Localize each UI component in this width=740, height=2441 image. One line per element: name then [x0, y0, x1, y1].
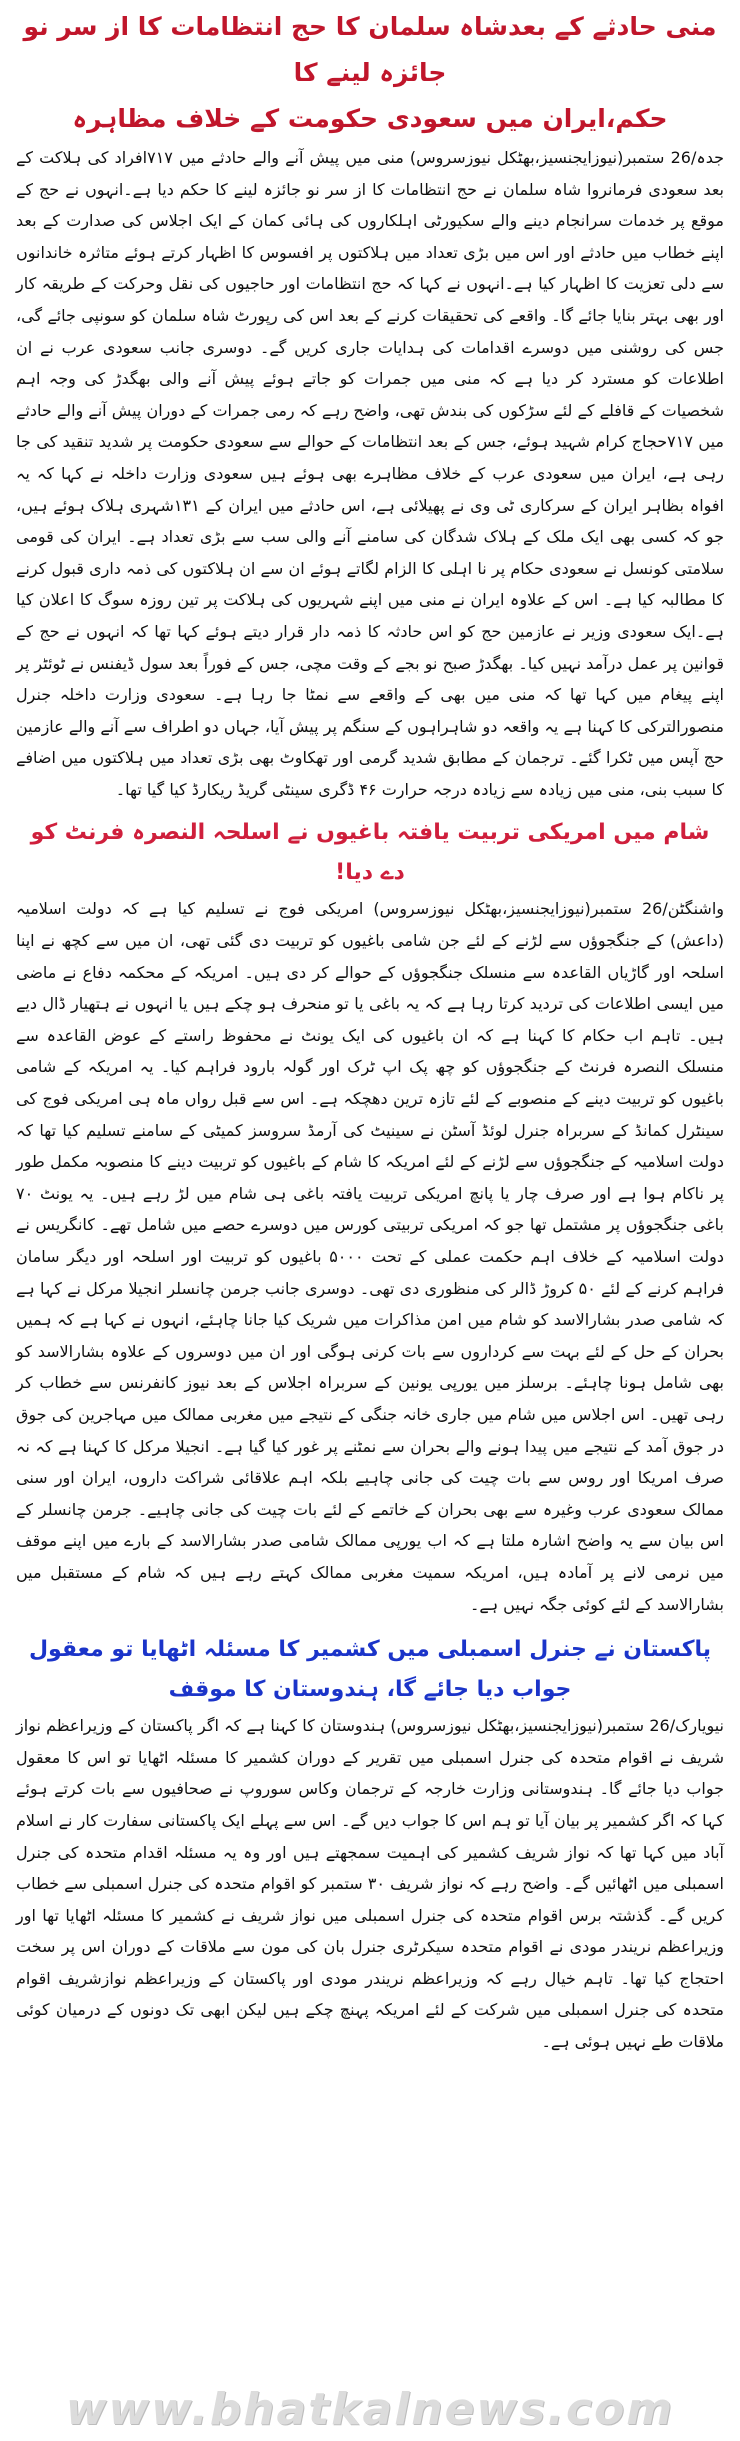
- article-3-body: نیویارک/26 ستمبر(نیوزایجنسیز،بھٹکل نیوزسروس) ہندوستان کا کہنا ہے کہ اگر پاکستان کے وزیراعظم نواز شریف نے اقوام متحدہ کی جنرل اسمبلی میں تقریر کے دوران کشمیر کا مسئلہ اٹھایا تو اس کا معقول جواب دیا جائے گا۔ ہندوستانی وزارت خارجہ کے ترجمان وکاس سوروپ نے صحافیوں سے بات کرتے ہوئے کہا کہ اگر کشمیر پر بیان آیا تو ہم اس کا جواب دیں گے۔ اس سے پہلے ایک پاکستانی سفارت کار نے اسلام آباد میں کہا تھا کہ نواز شریف کشمیر کی اہمیت سمجھتے ہیں اور وہ یہ مسئلہ اقدام متحدہ کی جنرل اسمبلی میں اٹھائیں گے۔ واضح رہے کہ نواز شریف ۳۰ ستمبر کو اقوام متحدہ کی جنرل اسمبلی سے خطاب کریں گے۔ گذشتہ برس اقوام متحدہ کی جنرل اسمبلی میں نواز شریف نے کشمیر کا مسئلہ اٹھایا تھا اور وزیراعظم نریندر مودی نے اقوام متحدہ سیکرٹری جنرل بان کی مون سے ملاقات کے دوران اس پر سخت احتجاج کیا تھا۔ تاہم خیال رہے کہ وزیراعظم نریندر مودی اور پاکستان کے وزیراعظم نوازشریف اقوام متحدہ کی جنرل اسمبلی میں شرکت کے لئے امریکہ پہنچ چکے ہیں لیکن ابھی تک دونوں کے درمیان کوئی ملاقات طے نہیں ہوئی ہے۔: [16, 1716, 725, 2052]
- article-2-headline: [16, 813, 724, 893]
- article-1-headline-line-1: منی حادثے کے بعدشاہ سلمان کا حج انتظامات کا از سر نو جائزہ لینے کا: [23, 12, 717, 87]
- article-3-headline: [16, 1630, 724, 1710]
- site-watermark: [0, 2377, 740, 2441]
- article-3-headline-line-1: پاکستان نے جنرل اسمبلی میں کشمیر کا مسئلہ اٹھایا تو معقول جواب دیا جائے گا، ہندوستان کا موقف: [28, 1637, 712, 1703]
- site-url: www.bhatkalnews.com: [65, 2383, 675, 2435]
- article-1-body: جدہ/26 ستمبر(نیوزایجنسیز،بھٹکل نیوزسروس) منی میں پیش آنے والے حادثے میں ۷۱۷افراد کی ہلاکت کے بعد سعودی فرمانروا شاہ سلمان نے حج انتظامات کا از سر نو جائزہ لینے کا حکم دیا ہے۔انہوں نے حج کے موقع پر خدمات سرانجام دینے والے سکیورٹی اہلکاروں کی ہائی کمان کے ایک اجلاس کی صدارت کے بعد اپنے خطاب میں حادثے اور اس میں بڑی تعداد میں ہلاکتوں پر افسوس کا اظہار کرتے ہوئے متاثرہ خاندانوں سے دلی تعزیت کا اظہار کیا ہے۔انہوں نے کہا کہ حج انتظامات اور حاجیوں کی نقل وحرکت کے طریقہ کار اور بھی بہتر بنایا جائے گا۔ واقعے کی تحقیقات کرنے کے بعد اس کی رپورٹ شاہ سلمان کو سونپی جائے گی، جس کی روشنی میں دوسرے اقدامات کی ہدایات جاری کریں گے۔ دوسری جانب سعودی عرب نے ان اطلاعات کو مسترد کر دیا ہے کہ منی میں جمرات کو جاتے ہوئے پیش آنے والی بھگدڑ کی وجہ اہم شخصیات کے قافلے کے لئے سڑکوں کی بندش تھی، واضح رہے کہ رمی جمرات کے دوران پیش آنے والے حادثے میں ۷۱۷حجاج کرام شہید ہوئے، جس کے بعد انتظامات کے حوالے سے سعودی حکومت پر شدید تنقید کی جا رہی ہے، ایران میں سعودی عرب کے خلاف مظاہرے بھی ہوئے ہیں سعودی وزارت داخلہ نے کہا کہ یہ افواہ بظاہر ایران کے سرکاری ٹی وی نے پھیلائی ہے، اس حادثے میں ایران کے ۱۳۱شہری ہلاک ہوئے ہیں، جو کہ کسی بھی ایک ملک کے ہلاک شدگان کی سامنے آنے والی سب سے بڑی تعداد ہے۔ ایران کی قومی سلامتی کونسل نے سعودی حکام پر نا اہلی کا الزام لگاتے ہوئے ان سے ان ہلاکتوں کی ذمہ داری قبول کرنے کا مطالبہ کیا ہے۔ اس کے علاوہ ایران نے منی میں اپنے شہریوں کی ہلاکت پر تین روزہ سوگ کا اعلان کیا ہے۔ایک سعودی وزیر نے عازمین حج کو اس حادثہ کا ذمہ دار قرار دیتے ہوئے کہا تھا کہ انہوں نے حج کے قوانین پر عمل درآمد نہیں کیا۔ بھگدڑ صبح نو بجے کے وقت مچی، جس کے فوراً بعد سول ڈیفنس نے ٹوئٹر پر اپنے پیغام میں کہا تھا کہ منی میں بھی کے واقعے سے نمٹا جا رہا ہے۔ سعودی وزارت داخلہ جنرل منصورالترکی کا کہنا ہے یہ واقعہ دو شاہراہوں کے سنگم پر پیش آیا، جہاں دو اطراف سے آنے والے عازمین حج آپس میں ٹکرا گئے۔ ترجمان کے مطابق شدید گرمی اور تھکاوٹ بھی بڑی تعداد میں ہلاکتوں میں اضافے کا سبب بنی، منی میں زیادہ سے زیادہ درجہ حرارت ۴۶ ڈگری سینٹی گریڈ ریکارڈ کیا گیا تھا۔: [16, 148, 725, 799]
- article-1-headline-line-2: حکم،ایران میں سعودی حکومت کے خلاف مظاہرہ: [72, 104, 668, 133]
- article-1-headline: [16, 0, 724, 142]
- article-2-headline-line-1: شام میں امریکی تربیت یافتہ باغیوں نے اسلحہ النصرہ فرنٹ کو دے دیا!: [30, 820, 710, 886]
- article-2-body: واشنگٹن/26 ستمبر(نیوزایجنسیز،بھٹکل نیوزسروس) امریکی فوج نے تسلیم کیا ہے کہ دولت اسلامیہ (داعش) کے جنگجوؤں سے لڑنے کے لئے جن شامی باغیوں کو تربیت دی گئی تھی، ان میں سے کچھ نے اپنا اسلحہ اور گاڑیاں القاعدہ سے منسلک جنگجوؤں کے حوالے کر دی ہیں۔ امریکہ کے محکمہ دفاع نے ماضی میں ایسی اطلاعات کی تردید کرتا رہا ہے کہ یہ باغی یا تو منحرف ہو چکے ہیں یا انہوں نے ہتھیار ڈال دیے ہیں۔ تاہم اب حکام کا کہنا ہے کہ ان باغیوں کی ایک یونٹ نے محفوظ راستے کے عوض القاعدہ سے منسلک النصرہ فرنٹ کے جنگجوؤں کو چھ پک اپ ٹرک اور گولہ بارود فراہم کیا۔ یہ امریکہ کے شامی باغیوں کو تربیت دینے کے منصوبے کے لئے تازہ ترین دھچکہ ہے۔ اس سے قبل رواں ماہ ہی امریکی فوج کی سینٹرل کمانڈ کے سربراہ جنرل لوئڈ آسٹن نے سینیٹ کی آرمڈ سروسز کمیٹی کے سامنے تسلیم کیا تھا کہ دولت اسلامیہ کے جنگجوؤں سے لڑنے کے لئے امریکہ کا شام کے باغیوں کو تربیت دینے کا منصوبہ مکمل طور پر ناکام ہوا ہے اور صرف چار یا پانچ امریکی تربیت یافتہ باغی ہی شام میں لڑ رہے ہیں۔ یہ یونٹ ۷۰ باغی جنگجوؤں پر مشتمل تھا جو کہ امریکی تربیتی کورس میں دوسرے حصے میں شامل تھے۔ کانگریس نے دولت اسلامیہ کے خلاف اہم حکمت عملی کے تحت ۵۰۰۰ باغیوں کو تربیت اور اسلحہ اور دیگر سامان فراہم کرنے کے لئے ۵۰ کروڑ ڈالر کی منظوری دی تھی۔ دوسری جانب جرمن چانسلر انجیلا مرکل نے کہا ہے کہ شامی صدر بشارالاسد کو شام میں امن مذاکرات میں شریک کیا جانا چاہئے، انہوں نے کہا ہے کہ ہمیں بحران کے حل کے لئے بہت سے کرداروں سے بات کرنی ہوگی اور ان میں دوسروں کے علاوہ بشارالاسد کو بھی شامل ہونا چاہئے۔ برسلز میں یورپی یونین کے سربراہ اجلاس کے بعد نیوز کانفرنس سے خطاب کر رہی تھیں۔ اس اجلاس میں شام میں جاری خانہ جنگی کے نتیجے میں مغربی ممالک میں مہاجرین کی جوق در جوق آمد کے نتیجے میں پیدا ہونے والے بحران سے نمٹنے پر غور کیا گیا ہے۔ انجیلا مرکل کا کہنا ہے کہ نہ صرف امریکا اور روس سے بات چیت کی جانی چاہیے بلکہ اہم علاقائی شراکت داروں، ایران اور سنی ممالک سعودی عرب وغیرہ سے بھی بحران کے خاتمے کے لئے بات چیت کی جانی چاہیے۔ جرمن چانسلر کے اس بیان سے یہ واضح اشارہ ملتا ہے کہ اب یورپی ممالک شامی صدر بشارالاسد کے بارے میں اپنے موقف میں نرمی لانے پر آمادہ ہیں، امریکہ سمیت مغربی ممالک کہتے رہے ہیں کہ شام کے مستقبل میں بشارالاسد کے لئے کوئی جگہ نہیں ہے۔: [16, 899, 725, 1614]
